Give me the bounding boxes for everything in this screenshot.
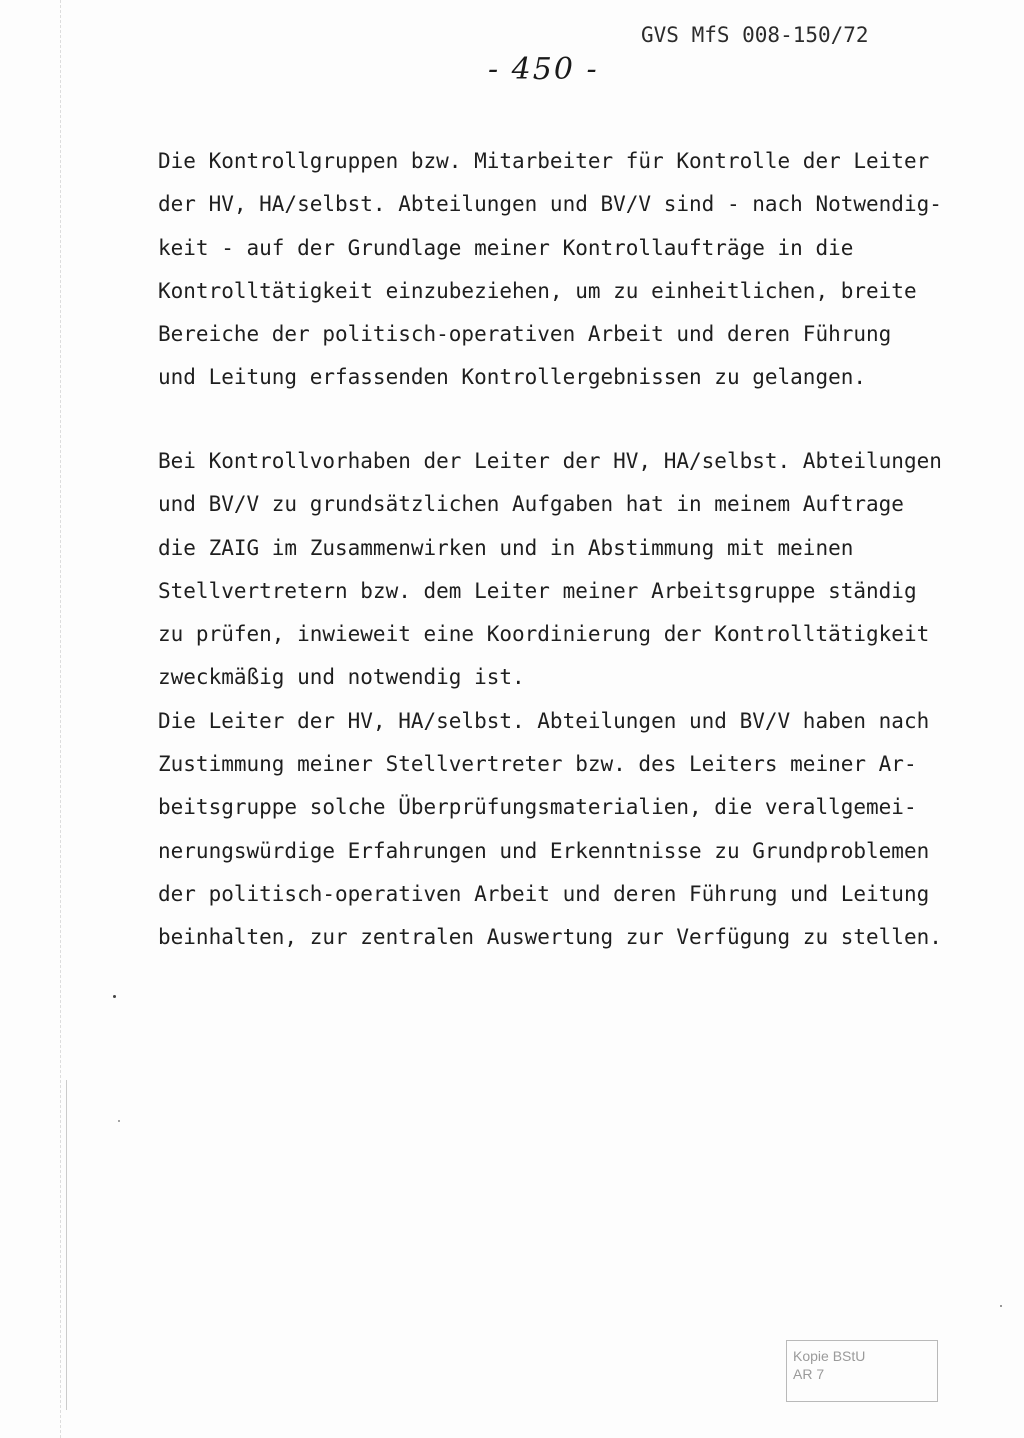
text-line: nerungswürdige Erfahrungen und Erkenntnisse zu Grundproblemen bbox=[158, 838, 930, 863]
text-line: Bei Kontrollvorhaben der Leiter der HV, HA/selbst. Abteilungen bbox=[158, 449, 942, 473]
ink-speck bbox=[118, 1120, 120, 1122]
text-line: die ZAIG im Zusammenwirken und in Abstimmung mit meinen bbox=[158, 535, 854, 560]
text-line: der HV, HA/selbst. Abteilungen und BV/V sind - nach Notwendig- bbox=[158, 192, 942, 217]
scan-edge-mark-lower bbox=[66, 1080, 67, 1410]
text-line: Die Leiter der HV, HA/selbst. Abteilungen und BV/V haben nach bbox=[158, 708, 930, 733]
text-line: Bereiche der politisch-operativen Arbeit und deren Führung bbox=[158, 322, 892, 347]
text-line: Stellvertretern bzw. dem Leiter meiner Arbeitsgruppe ständig bbox=[158, 578, 917, 603]
archive-stamp bbox=[786, 1340, 938, 1402]
text-line: Zustimmung meiner Stellvertreter bzw. des Leiters meiner Ar- bbox=[158, 752, 917, 777]
text-line: Die Kontrollgruppen bzw. Mitarbeiter für Kontrolle der Leiter bbox=[158, 149, 930, 173]
text-line: zweckmäßig und notwendig ist. bbox=[158, 665, 525, 690]
text-line: und Leitung erfassenden Kontrollergebnissen zu gelangen. bbox=[158, 365, 867, 390]
ink-speck bbox=[1000, 1305, 1002, 1307]
page-number: - 450 - bbox=[488, 52, 599, 87]
text-line: beitsgruppe solche Überprüfungsmaterialien, die verallgemei- bbox=[158, 795, 917, 820]
stamp-line-1: Kopie BStU bbox=[793, 1348, 866, 1364]
text-line: beinhalten, zur zentralen Auswertung zur Verfügung zu stellen. bbox=[158, 925, 942, 950]
text-line: zu prüfen, inwieweit eine Koordinierung der Kontrolltätigkeit bbox=[158, 622, 930, 647]
text-line: und BV/V zu grundsätzlichen Aufgaben hat in meinem Auftrage bbox=[158, 492, 904, 517]
scan-edge-mark bbox=[60, 0, 61, 1438]
document-reference: GVS MfS 008-150/72 bbox=[641, 23, 869, 47]
stamp-line-2: AR 7 bbox=[793, 1366, 825, 1382]
paragraph-2 bbox=[158, 440, 988, 960]
ink-speck bbox=[113, 995, 116, 998]
text-line: keit - auf der Grundlage meiner Kontrollaufträge in die bbox=[158, 235, 854, 260]
paragraph-1 bbox=[158, 140, 988, 400]
text-line: Kontrolltätigkeit einzubeziehen, um zu einheitlichen, breite bbox=[158, 278, 917, 303]
text-line: der politisch-operativen Arbeit und deren Führung und Leitung bbox=[158, 881, 930, 906]
